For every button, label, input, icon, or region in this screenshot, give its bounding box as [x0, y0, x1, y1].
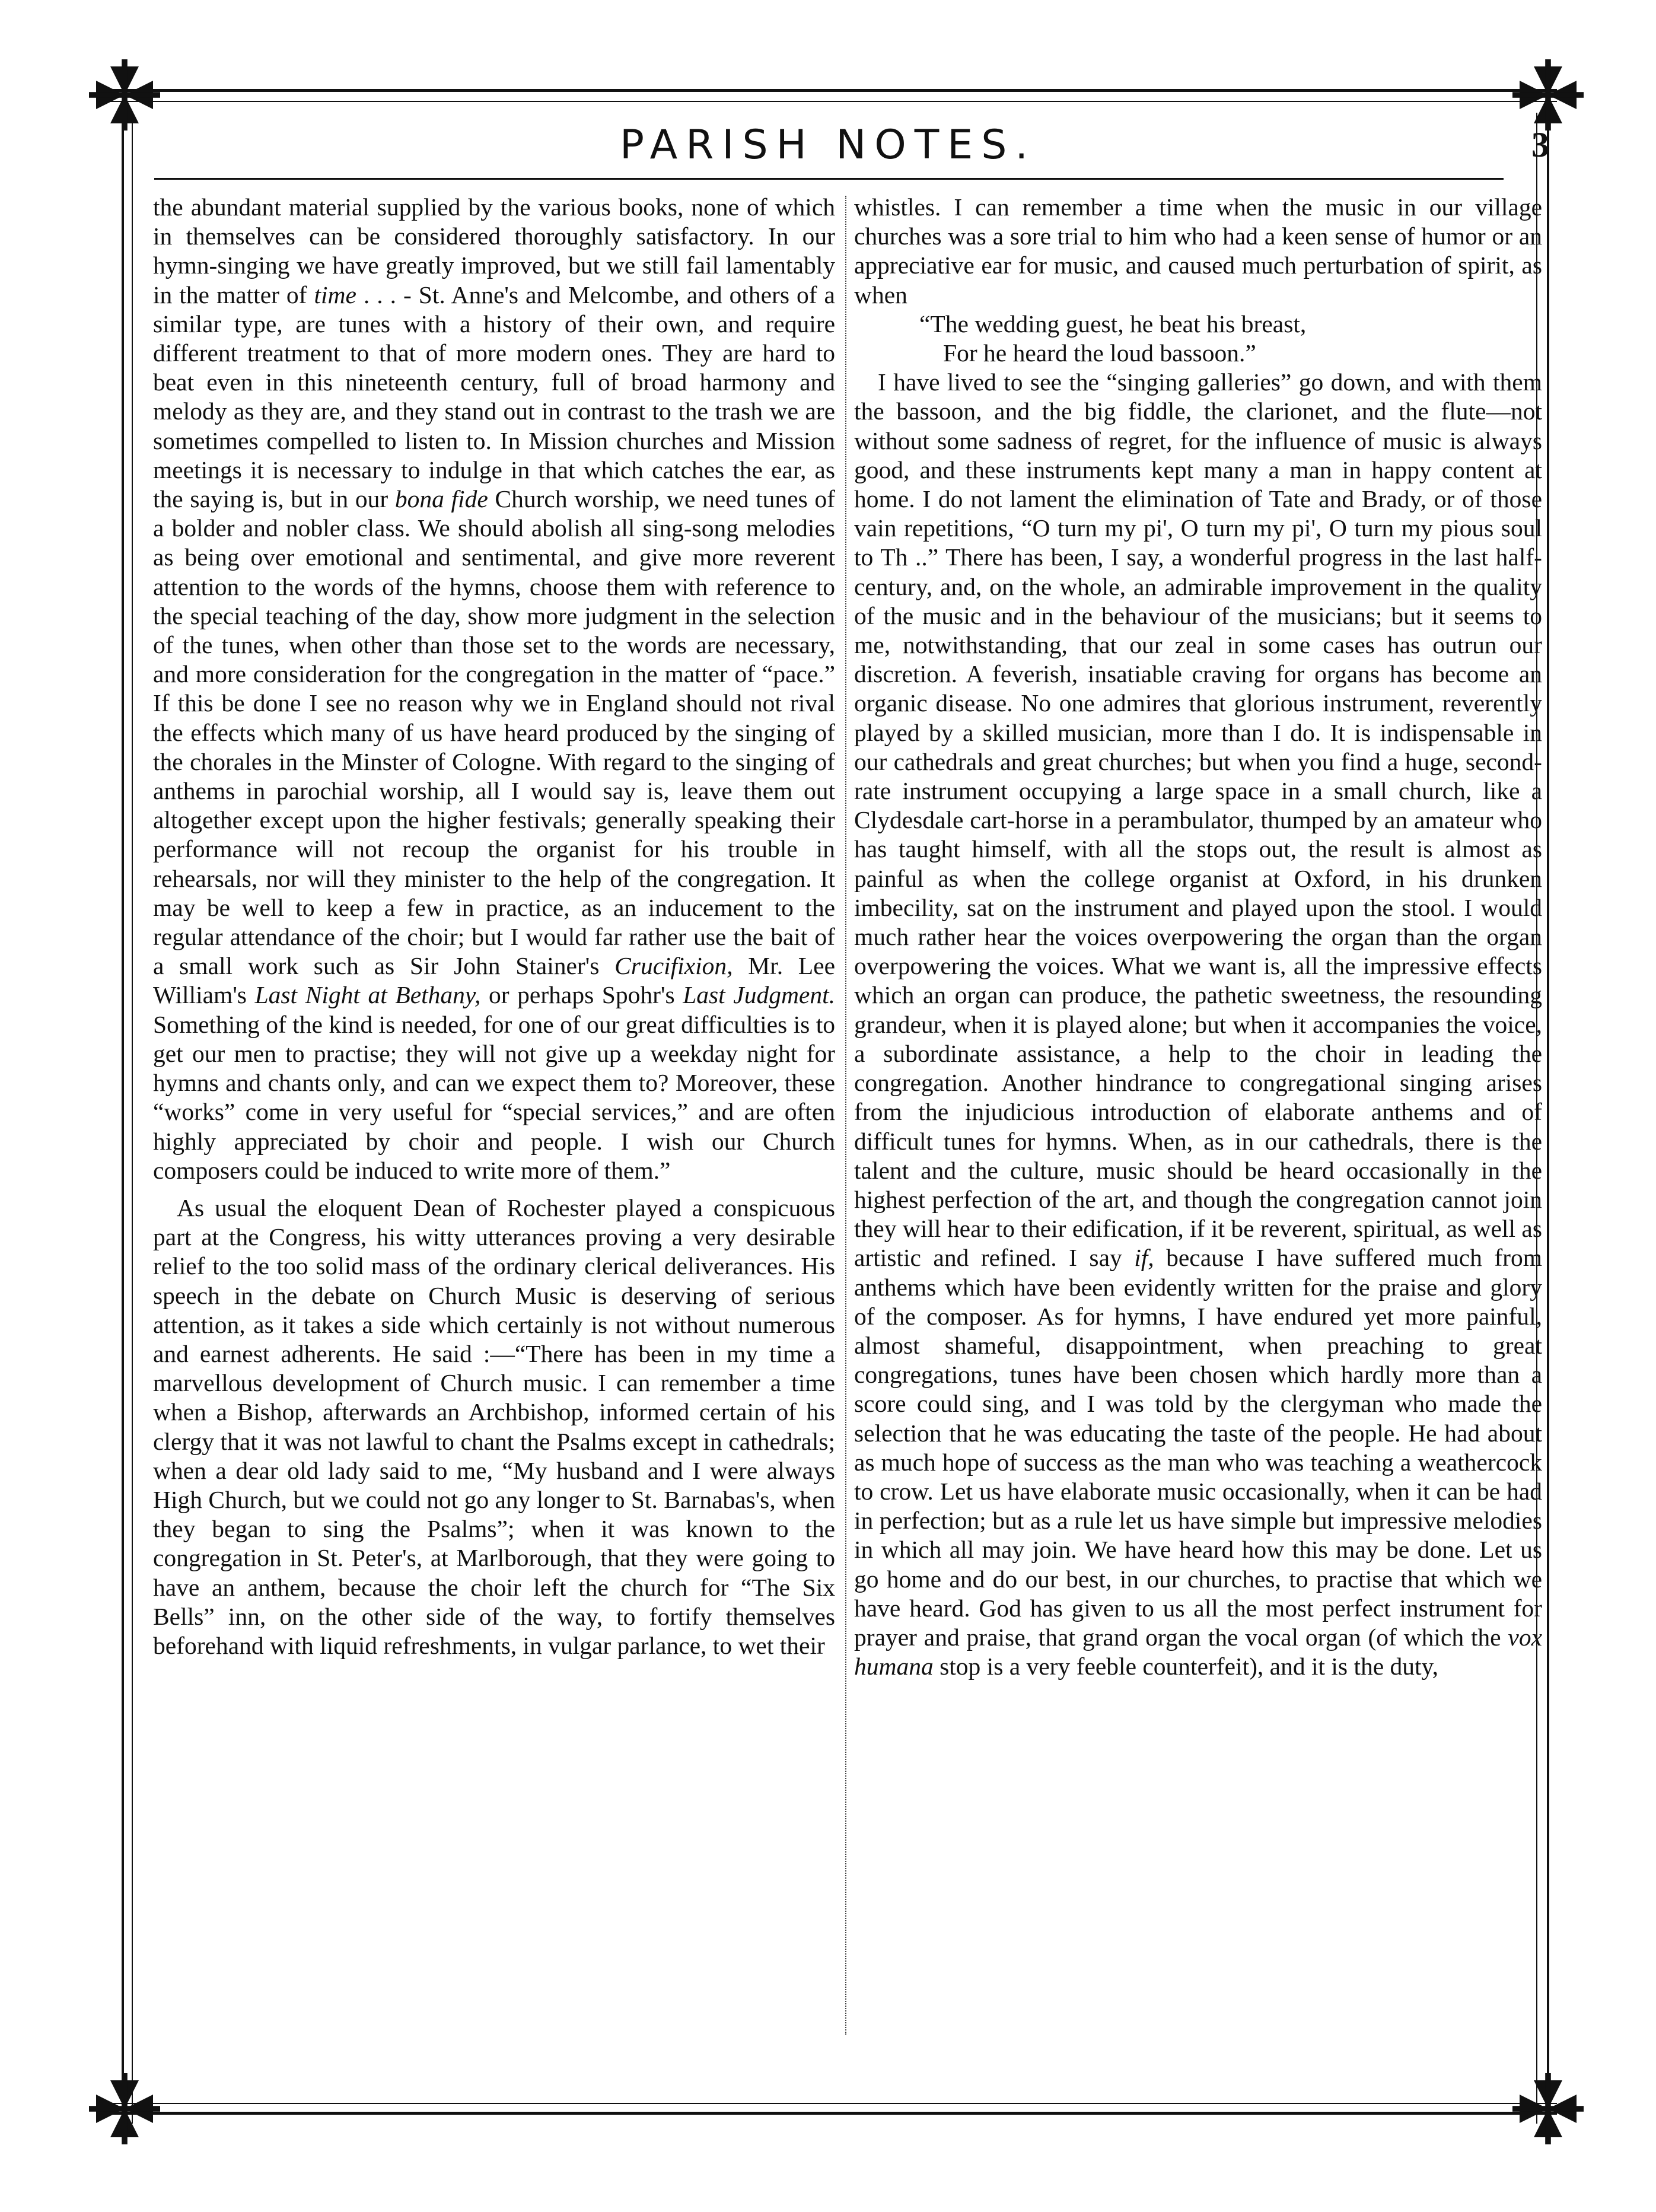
text-italic: time	[314, 281, 356, 308]
frame-bottom-rule-inner	[98, 2103, 1557, 2104]
verse-line: “The wedding guest, he beat his breast,	[919, 310, 1307, 338]
column-divider	[845, 196, 846, 2035]
paragraph: As usual the eloquent Dean of Rochester played a conspicuous part at the Congress, his witty utterances proving a very desirable relief to the too solid mass of the ordinary clerical deliverances. His speech in the debate on Church Music is deserving of serious attention, as it takes a side which certainly is not without numerous and earnest adherents. He said :—“There has been in my time a marvellous development of Church music. I can remember a time when a Bishop, afterwards an Archbishop, informed certain of his clergy that it was not lawful to chant the Psalms except in cathedrals; when a dear old lady said to me, “My husband and I were always High Church, but we could not go any longer to St. Barnabas's, when they began to sing the Psalms”; when it was known to the congregation in St. Peter's, at Marlborough, that they were going to have an anthem, because the choir left the church for “The Six Bells” inn, on the other side of the way, to fortify themselves beforehand with liquid refreshments, in vulgar parlance, to wet their	[153, 1193, 835, 1659]
frame-left-rule-inner	[132, 113, 133, 2124]
frame-right-rule	[1547, 113, 1549, 2124]
frame-left-rule	[122, 113, 124, 2124]
text: I have lived to see the “singing galleries” go down, and with them the bassoon, and the big fiddle, the clarionet, and the flute—not without some sadness of regret, for the influence of music is always good, and these instruments kept many a man in happy content at home. I do not lament the elimination of Tate and Brady, or of those vain repetitions, “O turn my pi', O turn my pi', O turn my pious soul to Th ..” There has been, I say, a wonderful progress in the last half-century, and, on the whole, an admirable improvement in the quality of the music and in the behaviour of the musicians; but it seems to me, notwithstanding, that our zeal in some cases has outrun our discretion. A feverish, insatiable craving for organs has become an organic disease. No one admires that glorious instrument, reverently played by a skilled musician, more than I do. It is indispensable in our cathedrals and great churches; but when you find a huge, second-rate instrument occupying a large space in a small church, like a Clydesdale cart-horse in a perambulator, thumped by an amateur who has taught himself, with all the stops out, the result is almost as painful as when the college organist at Oxford, in his drunken imbecility, sat on the instrument and played upon the stool. I would much rather hear the voices overpowering the organ than the organ overpowering the voices. What we want is, all the impressive effects which an organ can produce, the pathetic sweetness, the resounding grandeur, when it is played alone; but when it accompanies the voice, a subordinate assistance, a help to the choir in leading the congregation. Another hindrance to congregational singing arises from the injudicious introduction of elaborate anthems and of difficult tunes for hymns. When, as in our cathedrals, there is the talent and the culture, music should be heard occasionally in the highest perfection of the art, and though the congregation cannot join they will hear to their edification, if it be reverent, spiritual, as well as artistic and refined. I say	[854, 368, 1542, 1272]
text-italic: if,	[1134, 1244, 1154, 1272]
header-rule	[154, 178, 1504, 180]
right-column	[854, 193, 1542, 1681]
maltese-cross-icon	[1512, 2073, 1584, 2144]
text-italic: vox humana	[854, 1623, 1543, 1681]
frame-top-rule	[98, 89, 1557, 92]
text: or perhaps Spohr's	[480, 981, 675, 1009]
frame-bottom-rule	[98, 2112, 1557, 2115]
page-title: PARISH NOTES.	[619, 122, 1037, 168]
text-italic: Last Judgment.	[683, 981, 835, 1009]
paragraph	[854, 368, 1542, 1681]
text: Mr. Lee William's	[153, 952, 835, 1009]
text: . . . - St. Anne's and Melcombe, and others of a similar type, are tunes with a history of their own, and require different treatment to that of more modern ones. They are hard to beat even in this nineteenth century, full of broad harmony and melody as they are, and they stand out in contrast to the trash we are sometimes compelled to listen to. In Mission churches and Mission meetings it is necessary to indulge in that which catches the ear, as the saying is, but in our	[153, 281, 835, 513]
text: because I have suffered much from anthems which have been evidently written for the praise and glory of the composer. As for hymns, I have endured yet more painful, almost shameful, disappointment, when preaching to great congregations, tunes have been chosen which hardly more than a score could sing, and I was told by the clergyman who made the selection that he was educating the taste of the people. He had about as much hope of success as the man who was teaching a weathercock to crow. Let us have elaborate music occasionally, when it can be had in perfection; but as a rule let us have simple but impressive melodies in which all may join. We have heard how this may be done. Let us go home and do our best, in our churches, to practise that which we have heard. God has given to us all the most perfect instrument for prayer and praise, that grand organ the vocal organ (of which the	[854, 1244, 1543, 1651]
text: stop is a very feeble counterfeit), and it is the duty,	[933, 1653, 1438, 1681]
text-italic: bona fide	[394, 485, 488, 513]
maltese-cross-icon	[89, 2073, 160, 2144]
maltese-cross-icon	[89, 59, 160, 131]
maltese-cross-icon	[1512, 59, 1584, 131]
frame-top-rule-inner	[98, 101, 1557, 102]
paragraph: whistles. I can remember a time when the music in our village churches was a sore trial to him who had a keen sense of humor or an appreciative ear for music, and caused much perturbation of spirit, as when	[854, 193, 1542, 308]
text: Something of the kind is needed, for one of our great difficulties is to get our men to practise; they will not give up a weekday night for hymns and chants only, and can we expect them to? Moreover, these “works” come in very useful for “special services,” and are often highly appreciated by choir and people. I wish our Church composers could be induced to write more of them.”	[153, 1010, 835, 1184]
left-column	[153, 193, 835, 1660]
text: the abundant material supplied by the various books, none of which in themselves can be considered thoroughly satisfactory. In our hymn-singing we have greatly improved, but we still fail lamentably in the matter of	[153, 193, 835, 308]
verse-line: For he heard the loud bassoon.”	[943, 339, 1256, 367]
text: Church worship, we need tunes of a bolder and nobler class. We should abolish all sing-song melodies as being over emotional and sentimental, and give more reverent attention to the words of the hymns, choose them with reference to the special teaching of the day, show more judgment in the selection of the tunes, when other than those set to the words are necessary, and more consideration for the congregation in the matter of “pace.” If this be done I see no reason why we in England should not rival the effects which many of us have heard produced by the singing of the chorales in the Minster of Cologne. With regard to the singing of anthems in parochial worship, all I would say is, leave them out altogether except upon the higher festivals; generally speaking their performance will not recoup the organist for his trouble in rehearsals, nor will they minister to the help of the congregation. It may be well to keep a few in practice, as an inducement to the regular attendance of the choir; but I would far rather use the bait of a small work such as Sir John Stainer's	[153, 485, 835, 980]
page-number: 3	[1531, 125, 1549, 164]
text-italic: Last Night at Bethany,	[254, 981, 481, 1009]
paragraph	[153, 193, 835, 1185]
text-italic: Crucifixion,	[614, 952, 733, 980]
